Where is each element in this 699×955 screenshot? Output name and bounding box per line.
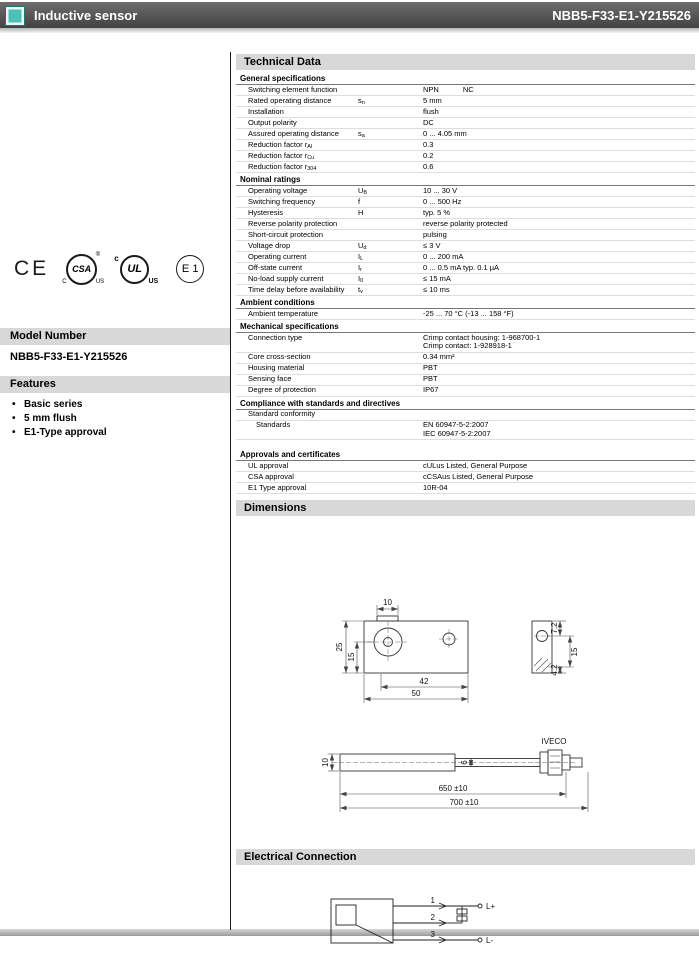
dim-label: 10 xyxy=(321,758,330,767)
spec-row xyxy=(236,162,695,173)
model-number-value: NBB5-F33-E1-Y215526 xyxy=(10,351,128,363)
spec-value: EN 60947-5-2:2007 IEC 60947-5-2:2007 xyxy=(423,420,491,438)
spec-row xyxy=(236,309,695,320)
spec-value: cULus Listed, General Purpose xyxy=(423,460,528,470)
spec-label: Reduction factor $r_{304}$ xyxy=(248,161,317,172)
spec-symbol: $s_n$ xyxy=(358,95,365,106)
header-shadow-strip xyxy=(0,28,699,33)
spec-value: 0 ... 200 mA xyxy=(423,251,464,261)
ul-mark-label: UL xyxy=(127,263,143,275)
spec-row xyxy=(236,118,695,129)
spec-label: E1 Type approval xyxy=(248,482,307,492)
csa-mark-icon xyxy=(62,251,105,285)
spec-value: ≤ 3 V xyxy=(423,240,441,250)
spec-row xyxy=(236,386,695,397)
spec-symbol: $t_v$ xyxy=(358,284,363,295)
spec-row xyxy=(236,252,695,263)
spec-symbol: $I_r$ xyxy=(358,262,362,273)
dim-label: 50 xyxy=(411,689,421,698)
spec-row xyxy=(236,285,695,296)
dim-label: 7.2 xyxy=(550,622,559,634)
spec-row xyxy=(236,241,695,252)
features-list xyxy=(12,399,107,441)
dim-label: 700 ±10 xyxy=(449,798,479,807)
csa-us-label: US xyxy=(95,278,105,285)
spec-value: 10 ... 30 V xyxy=(423,185,458,195)
features-section-header: Features xyxy=(0,376,230,393)
spec-group-header: Approvals and certificates xyxy=(236,448,695,461)
spec-label: Connection type xyxy=(248,332,303,342)
spec-value: PBT xyxy=(423,363,438,372)
spec-symbol: $s_a$ xyxy=(358,128,365,139)
header-bar xyxy=(0,2,699,28)
technical-data-section-header: Technical Data xyxy=(236,54,695,70)
spec-label: Short-circuit protection xyxy=(248,229,324,239)
tech-table xyxy=(236,72,695,494)
spec-value: 0 ... 500 Hz xyxy=(423,196,462,206)
spec-label: Off-state current xyxy=(248,262,303,272)
spec-row xyxy=(236,208,695,219)
model-number-section-header: Model Number xyxy=(0,328,230,345)
spec-row xyxy=(236,353,695,364)
ce-mark-icon: CE xyxy=(14,257,50,280)
spec-label: Rated operating distance xyxy=(248,95,332,105)
feature-item: • 5 mm flush xyxy=(12,413,107,424)
dim-label: 4.2 xyxy=(550,664,559,676)
dimensions-section-header: Dimensions xyxy=(236,500,695,516)
spec-row xyxy=(236,333,695,353)
csa-c-label: C xyxy=(62,278,67,285)
wiring-diagram xyxy=(236,865,695,955)
spec-group-header: Ambient conditions xyxy=(236,296,695,309)
dim-label: 25 xyxy=(335,642,344,652)
spec-label: Time delay before availability xyxy=(248,284,345,294)
spec-value: 0 ... 0.5 mA typ. 0.1 µA xyxy=(423,262,500,272)
spec-label: Reduction factor $r_{Cu}$ xyxy=(248,150,315,161)
ul-c-label: c xyxy=(114,253,119,263)
spec-value: -25 ... 70 °C (-13 ... 158 °F) xyxy=(423,308,514,318)
spec-label: UL approval xyxy=(248,460,289,470)
spec-label: Operating current xyxy=(248,251,307,261)
spec-symbol: $U_B$ xyxy=(358,185,368,196)
spec-value: reverse polarity protected xyxy=(423,218,508,228)
spec-symbol: $I_0$ xyxy=(358,273,364,284)
main-column xyxy=(236,54,695,955)
spec-row xyxy=(236,107,695,118)
spec-label: Hysteresis xyxy=(248,207,284,217)
spec-row xyxy=(236,263,695,274)
spec-label: Output polarity xyxy=(248,117,297,127)
spec-row xyxy=(236,461,695,472)
spec-value: 0.2 xyxy=(423,150,434,160)
supply-plus-label: L+ xyxy=(486,902,496,911)
spec-label: Voltage drop xyxy=(248,240,291,250)
pin-label: 2 xyxy=(430,913,435,922)
certification-marks xyxy=(14,250,218,288)
electrical-connection-section-header: Electrical Connection xyxy=(236,849,695,865)
e1-mark-icon: E 1 xyxy=(176,255,204,283)
dimension-drawing xyxy=(236,516,695,849)
pin-label: 1 xyxy=(430,896,435,905)
dim-label: 650 ±10 xyxy=(438,784,468,793)
spec-row xyxy=(236,129,695,140)
column-divider xyxy=(230,52,231,930)
spec-row xyxy=(236,375,695,386)
product-type-title: Inductive sensor xyxy=(34,8,138,23)
feature-item: • E1-Type approval xyxy=(12,427,107,438)
spec-value: cCSAus Listed, General Purpose xyxy=(423,471,534,481)
spec-value: 0.34 mm² xyxy=(423,352,455,361)
spec-row xyxy=(236,219,695,230)
spec-value: PBT xyxy=(423,374,438,383)
spec-row xyxy=(236,472,695,483)
spec-row xyxy=(236,85,695,96)
spec-label: Switching frequency xyxy=(248,196,316,206)
spec-label: Standard conformity xyxy=(248,409,316,418)
connector-label: IVECO xyxy=(541,737,567,746)
spec-row xyxy=(236,421,695,441)
spec-label: Reduction factor $r_{Al}$ xyxy=(248,139,313,150)
spec-label: Assured operating distance xyxy=(248,128,339,138)
spec-value: 0.3 xyxy=(423,139,434,149)
dim-label: 6 xyxy=(460,760,469,765)
spec-row xyxy=(236,151,695,162)
spec-value: IP67 xyxy=(423,385,439,394)
spec-value: ≤ 15 mA xyxy=(423,273,451,283)
spec-value: NPN NC xyxy=(423,84,474,94)
dim-label: 15 xyxy=(347,652,356,662)
spec-label: Ambient temperature xyxy=(248,308,319,318)
brand-logo-icon xyxy=(5,6,25,26)
spec-row xyxy=(236,410,695,421)
csa-mark-label: CSA xyxy=(72,264,92,274)
spec-label: Sensing face xyxy=(248,374,292,383)
spec-value: 10R-04 xyxy=(423,482,448,492)
spec-label: Reverse polarity protection xyxy=(248,218,338,228)
spec-row xyxy=(236,364,695,375)
spec-label: CSA approval xyxy=(248,471,294,481)
spec-label: Standards xyxy=(256,420,291,429)
spec-value: 5 mm xyxy=(423,95,442,105)
spec-group-header: Mechanical specifications xyxy=(236,320,695,333)
spec-row xyxy=(236,197,695,208)
spec-label: Operating voltage xyxy=(248,185,308,195)
spec-group-header: General specifications xyxy=(236,72,695,85)
spec-label: Degree of protection xyxy=(248,385,316,394)
spec-label: No-load supply current xyxy=(248,273,324,283)
spec-label: Switching element function xyxy=(248,84,338,94)
dim-label: 15 xyxy=(570,647,579,657)
spec-row xyxy=(236,140,695,151)
spec-group-header: Nominal ratings xyxy=(236,173,695,186)
registered-icon: ® xyxy=(95,251,101,258)
spec-label: Installation xyxy=(248,106,284,116)
spec-group-header: Compliance with standards and directives xyxy=(236,397,695,410)
spec-value: Crimp contact housing: 1-968700-1 Crimp contact: 1-928918-1 xyxy=(423,332,541,350)
spec-row xyxy=(236,230,695,241)
spec-value: pulsing xyxy=(423,229,447,239)
pin-label: 3 xyxy=(430,930,435,939)
spec-row xyxy=(236,186,695,197)
supply-minus-label: L- xyxy=(486,936,494,945)
spec-row xyxy=(236,96,695,107)
spec-value: typ. 5 % xyxy=(423,207,451,217)
spec-symbol: $U_d$ xyxy=(358,240,367,251)
spec-value: DC xyxy=(423,117,434,127)
dim-label: 10 xyxy=(383,598,392,607)
spec-value: 0.6 xyxy=(423,161,434,171)
spec-label: Housing material xyxy=(248,363,305,372)
spec-symbol: H xyxy=(358,207,364,217)
spec-row xyxy=(236,483,695,494)
spec-value: flush xyxy=(423,106,439,116)
spec-symbol: $I_L$ xyxy=(358,251,364,262)
spec-value: ≤ 10 ms xyxy=(423,284,450,294)
spec-value: 0 ... 4.05 mm xyxy=(423,128,467,138)
spec-symbol: f xyxy=(358,196,361,206)
spec-label: Core cross-section xyxy=(248,352,311,361)
dim-label: 42 xyxy=(419,677,429,686)
feature-item: • Basic series xyxy=(12,399,107,410)
header-part-number: NBB5-F33-E1-Y215526 xyxy=(552,8,691,23)
spec-row xyxy=(236,274,695,285)
ul-mark-icon xyxy=(114,253,159,285)
ul-us-label: US xyxy=(148,277,159,285)
